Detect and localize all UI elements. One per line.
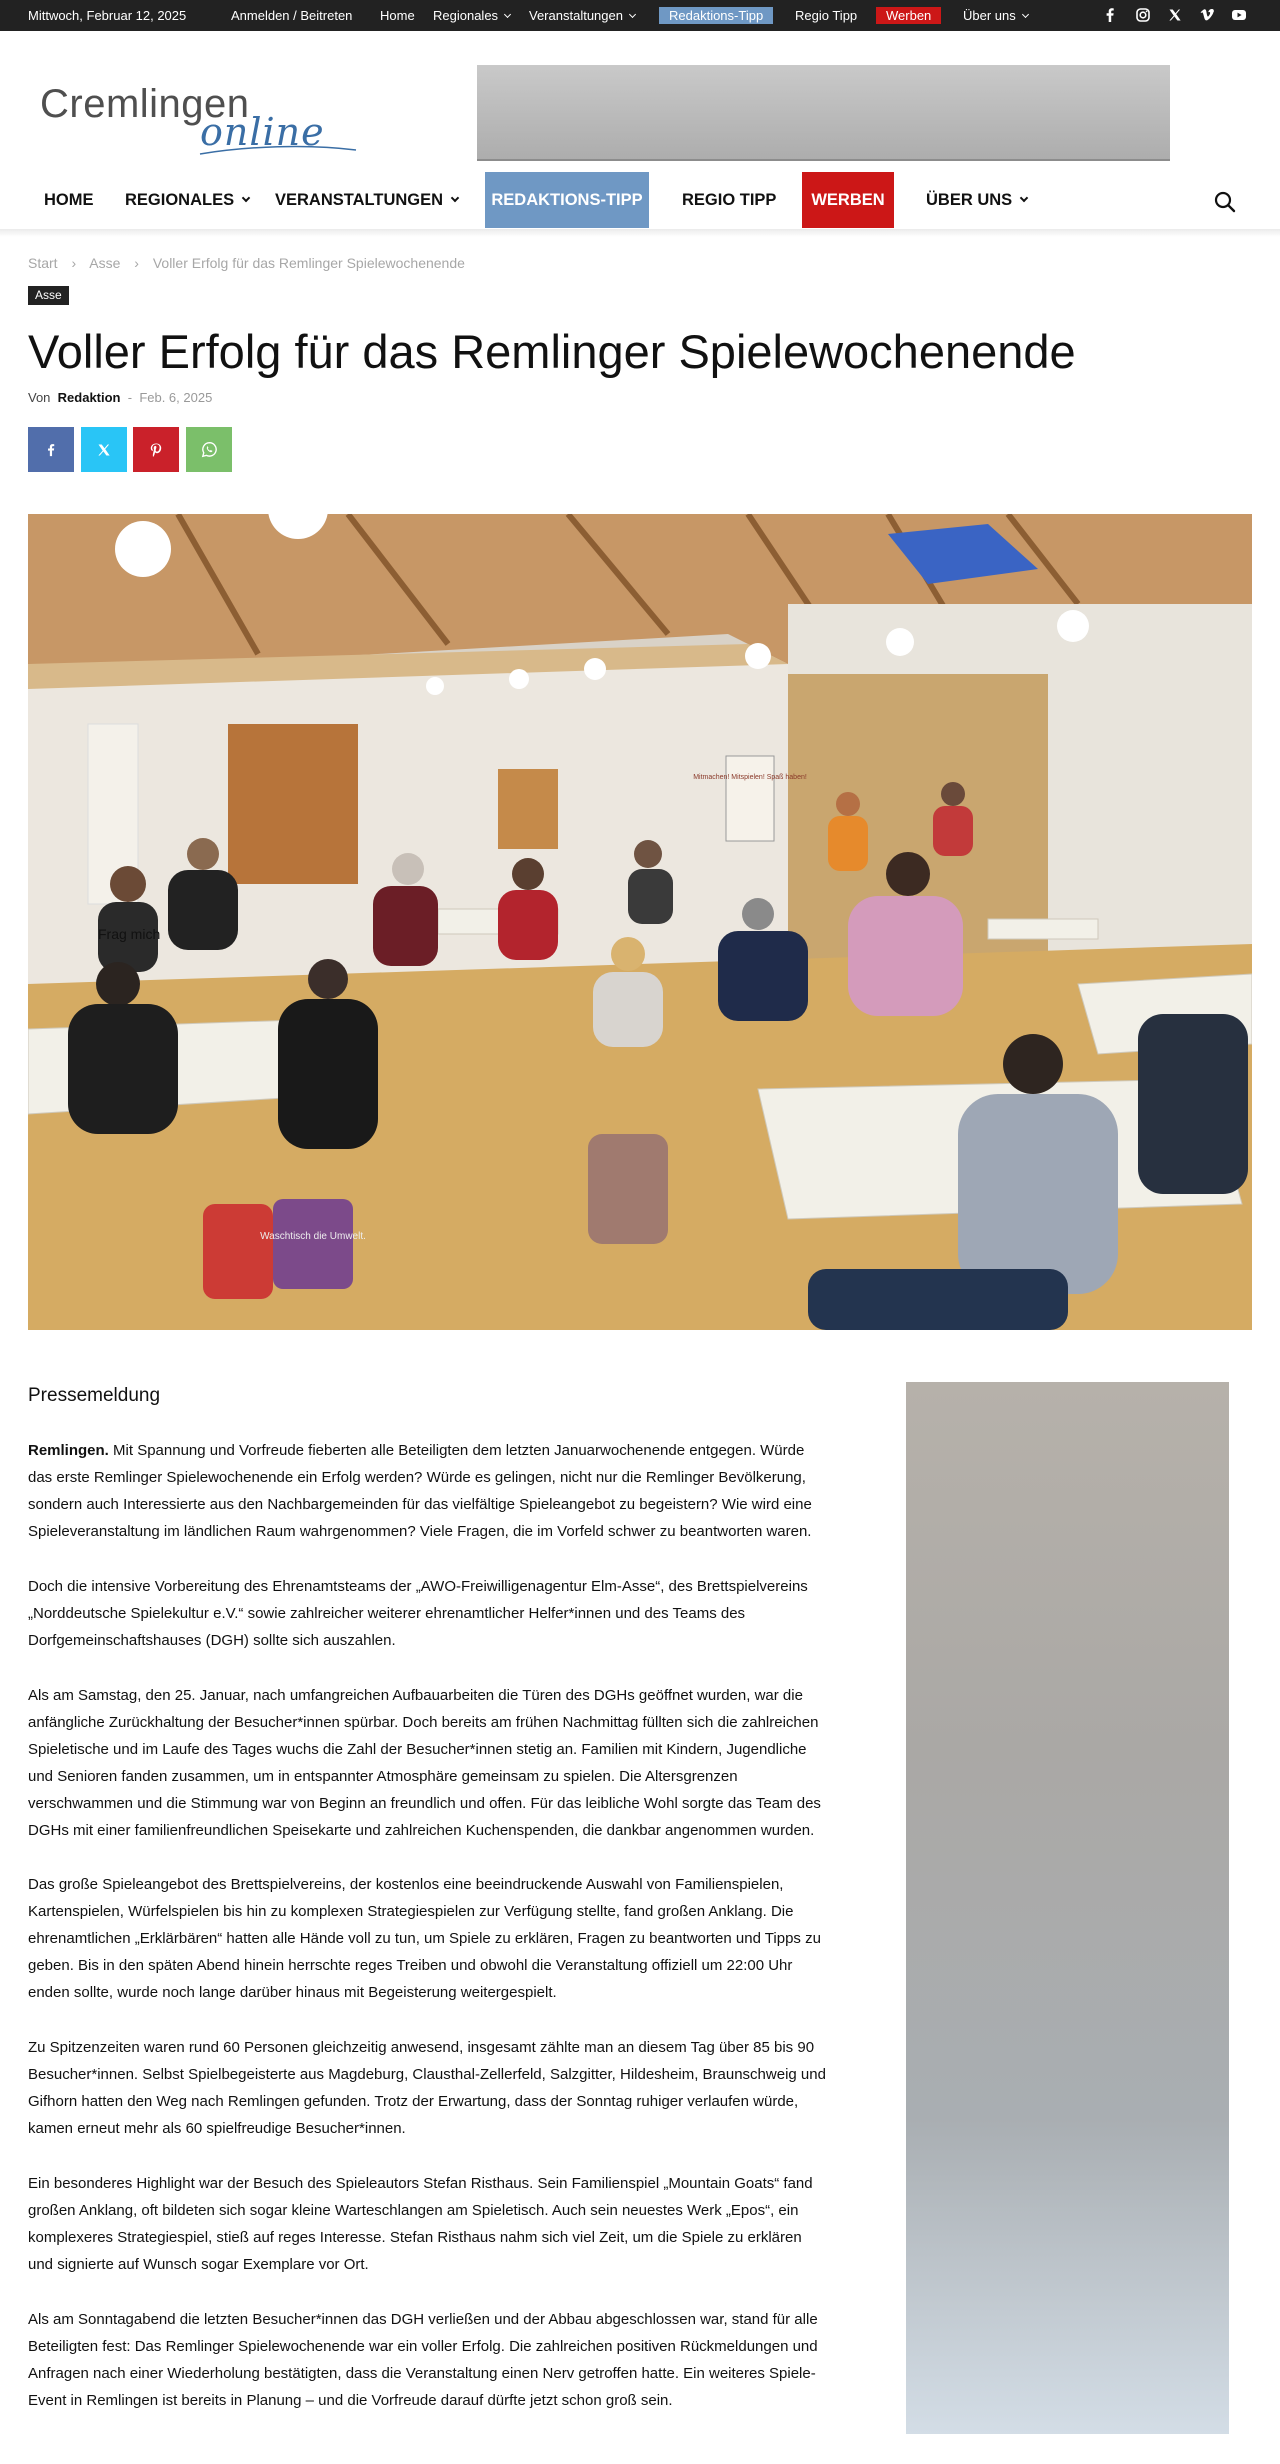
x-icon[interactable]	[1167, 7, 1183, 23]
nav-veranstaltungen-label: VERANSTALTUNGEN	[275, 191, 444, 209]
date-separator: -	[127, 390, 133, 405]
article-paragraph-4: Das große Spieleangebot des Brettspielvereins, der kostenlos eine beeindruckende Auswahl von Familienspielen, Kartenspielen, Würfelspielen bis hin zu komplexen Strategiespielen zur Verfügung stellte, fand großen Anklang. Die ehrenamtlichen „Erklärbären“ hatten alle Hände voll zu tun, um Spiele zu erklären, Fragen zu beantworten und Tipps zu geben. Bis in den späten Abend hinein herrschte reges Treiben und obwohl die Veranstaltung offiziell um 22:00 Uhr enden sollte, wurde noch lange darüber hinaus mit Begeisterung weitergespielt.	[28, 1876, 821, 2001]
chevron-down-icon	[504, 11, 511, 18]
top-veranstaltungen-label: Veranstaltungen	[529, 8, 623, 23]
article-paragraph-2: Doch die intensive Vorbereitung des Ehrenamtsteams der „AWO-Freiwilligenagentur Elm-Asse“, des Brettspielvereins „Norddeutsche Spielekultur e.V.“ sowie zahlreicher weiterer ehrenamtlicher Helfer*innen und des Teams des Dorfgemeinschaftshauses (DGH) sollte sich auszahlen.	[28, 1578, 808, 1649]
top-ueberuns-link[interactable]	[963, 0, 1028, 31]
breadcrumb-separator: ›	[134, 255, 139, 271]
article-paragraph-1	[28, 1437, 828, 1545]
breadcrumb-separator: ›	[71, 255, 77, 271]
top-veranstaltungen-link[interactable]	[529, 0, 635, 31]
logo-script: online	[200, 110, 325, 154]
instagram-icon[interactable]	[1135, 7, 1151, 23]
publish-date: Feb. 6, 2025	[139, 390, 213, 405]
chevron-down-icon	[1020, 194, 1028, 202]
top-ueberuns-label: Über uns	[963, 8, 1016, 23]
share-whatsapp-button[interactable]	[186, 427, 232, 472]
article-paragraph-6: Ein besonderes Highlight war der Besuch des Spieleautors Stefan Risthaus. Sein Familienspiel „Mountain Goats“ fand großen Anklang, oft bildeten sich sogar kleine Warteschlangen am Spieletisch. Auch sein neuestes Werk „Epos“, ein komplexeres Strategiespiel, stieß auf reges Interesse. Stefan Risthaus nahm sich viel Zeit, um die Spiele zu erklären und signierte auf Wunsch sogar Exemplare vor Ort.	[28, 2175, 813, 2273]
nav-regionales-label: REGIONALES	[125, 191, 235, 209]
nav-regionales[interactable]	[125, 172, 249, 228]
chevron-down-icon	[242, 194, 250, 202]
top-home-link[interactable]: Home	[380, 8, 415, 23]
x-icon	[96, 442, 112, 458]
nav-ueberuns-label: ÜBER UNS	[926, 191, 1013, 209]
logo-swoosh	[198, 140, 358, 160]
share-x-button[interactable]	[81, 427, 127, 472]
article-title: Voller Erfolg für das Remlinger Spielewochenende	[28, 325, 1076, 378]
top-regionales-label: Regionales	[433, 8, 499, 23]
author-link[interactable]: Redaktion	[57, 390, 121, 405]
photo-bag-text: Waschtisch die Umwelt.	[260, 1231, 366, 1242]
breadcrumb-start[interactable]: Start	[28, 255, 58, 271]
chevron-down-icon	[451, 194, 459, 202]
article-photo	[28, 514, 1252, 1330]
article-paragraph-7: Als am Sonntagabend die letzten Besucher*innen das DGH verließen und der Abbau abgeschlossen war, stand für alle Beteiligten fest: Das Remlinger Spielewochenende war ein voller Erfolg. Die zahlreichen positiven Rückmeldungen und Anfragen nach einer Wiederholung bestätigten, dass die Veranstaltung einen Nerv getroffen hatte. Ein weiteres Spiele-Event in Remlingen ist bereits in Planung – und die Vorfreude darauf dürfte jetzt schon groß sein.	[28, 2311, 818, 2409]
top-bar	[0, 0, 1280, 31]
article-paragraph-5: Zu Spitzenzeiten waren rund 60 Personen gleichzeitig anwesend, insgesamt zählte man an diesem Tag über 85 bis 90 Besucher*innen. Selbst Spielbegeisterte aus Magdeburg, Clausthal-Zellerfeld, Salzgitter, Hildesheim, Braunschweig und Gifhorn hatten den Weg nach Remlingen gefunden. Trotz der Erwartung, dass der Sonntag ruhiger verlaufen würde, kamen erneut mehr als 60 spielfreudige Besucher*innen.	[28, 2039, 826, 2137]
search-icon[interactable]	[1213, 190, 1237, 214]
share-pinterest-button[interactable]	[133, 427, 179, 472]
lead-location: Remlingen.	[28, 1442, 109, 1459]
photo-shirt-text: Frag mich	[98, 926, 161, 942]
current-date: Mittwoch, Februar 12, 2025	[28, 8, 187, 23]
nav-werben[interactable]: WERBEN	[802, 172, 894, 228]
sidebar-ad[interactable]	[906, 1382, 1229, 2434]
nav-shadow	[0, 229, 1280, 237]
main-navigation	[0, 172, 1280, 230]
top-redaktionstipp-link[interactable]: Redaktions-Tipp	[659, 7, 773, 24]
site-logo[interactable]	[40, 82, 340, 162]
breadcrumb-category[interactable]: Asse	[89, 255, 121, 271]
facebook-icon[interactable]	[1102, 7, 1118, 23]
vimeo-icon[interactable]	[1199, 7, 1215, 23]
paragraph-1-text: Mit Spannung und Vorfreude fieberten alle Beteiligten dem letzten Januarwochenende entgegen. Würde das erste Remlinger Spielewochenende ein Erfolg werden? Würde es gelingen, nicht nur die Remlinger Bevölkerung, sondern auch Interessierte aus den Nachbargemeinden für das vielfältige Spieleangebot zu begeistern? Wie wird eine Spieleveranstaltung im ländlichen Raum wahrgenommen? Viele Fragen, die im Vorfeld schwer zu beantworten waren.	[28, 1442, 812, 1540]
whatsapp-icon	[201, 441, 218, 458]
nav-home[interactable]: HOME	[44, 191, 94, 209]
photo-sign-text: Mitmachen! Mitspielen! Spaß haben!	[693, 774, 807, 781]
chevron-down-icon	[1022, 11, 1029, 18]
byline-prefix: Von	[28, 390, 51, 405]
article-byline	[28, 390, 212, 405]
category-tag[interactable]: Asse	[28, 286, 69, 305]
logo-wordmark: Cremlingen	[40, 82, 250, 126]
top-werben-link[interactable]: Werben	[876, 7, 941, 24]
nav-ueberuns[interactable]	[926, 172, 1027, 228]
login-link[interactable]: Anmelden / Beitreten	[231, 8, 353, 23]
top-regiotipp-link[interactable]: Regio Tipp	[795, 8, 858, 23]
photo-scene	[28, 514, 1252, 1330]
pinterest-icon	[148, 442, 164, 458]
header-ad-banner[interactable]	[477, 65, 1170, 161]
facebook-icon	[44, 443, 58, 457]
nav-regiotipp[interactable]: REGIO TIPP	[682, 191, 777, 209]
breadcrumb	[28, 255, 475, 271]
article-kicker: Pressemeldung	[28, 1385, 161, 1406]
nav-redaktionstipp[interactable]: REDAKTIONS-TIPP	[485, 172, 649, 228]
top-regionales-link[interactable]	[433, 0, 510, 31]
chevron-down-icon	[629, 11, 636, 18]
breadcrumb-current: Voller Erfolg für das Remlinger Spielewochenende	[152, 255, 465, 271]
share-facebook-button[interactable]	[28, 427, 74, 472]
nav-veranstaltungen[interactable]	[275, 172, 458, 228]
youtube-icon[interactable]	[1231, 7, 1247, 23]
article-paragraph-3: Als am Samstag, den 25. Januar, nach umfangreichen Aufbauarbeiten die Türen des DGHs geöffnet wurden, war die anfängliche Zurückhaltung der Besucher*innen spürbar. Doch bereits am frühen Nachmittag füllten sich die zahlreichen Spieletische und im Laufe des Tages wuchs die Zahl der Besucher*innen stetig an. Familien mit Kindern, Jugendliche und Senioren fanden zusammen, um in entspannter Atmosphäre gemeinsam zu spielen. Die Altersgrenzen verschwammen und die Stimmung war von Beginn an freundlich und offen. Für das leibliche Wohl sorgte das Team des DGHs mit einer familienfreundlichen Speisekarte und zahlreichen Kuchenspenden, die dankbar angenommen wurden.	[28, 1687, 821, 1839]
